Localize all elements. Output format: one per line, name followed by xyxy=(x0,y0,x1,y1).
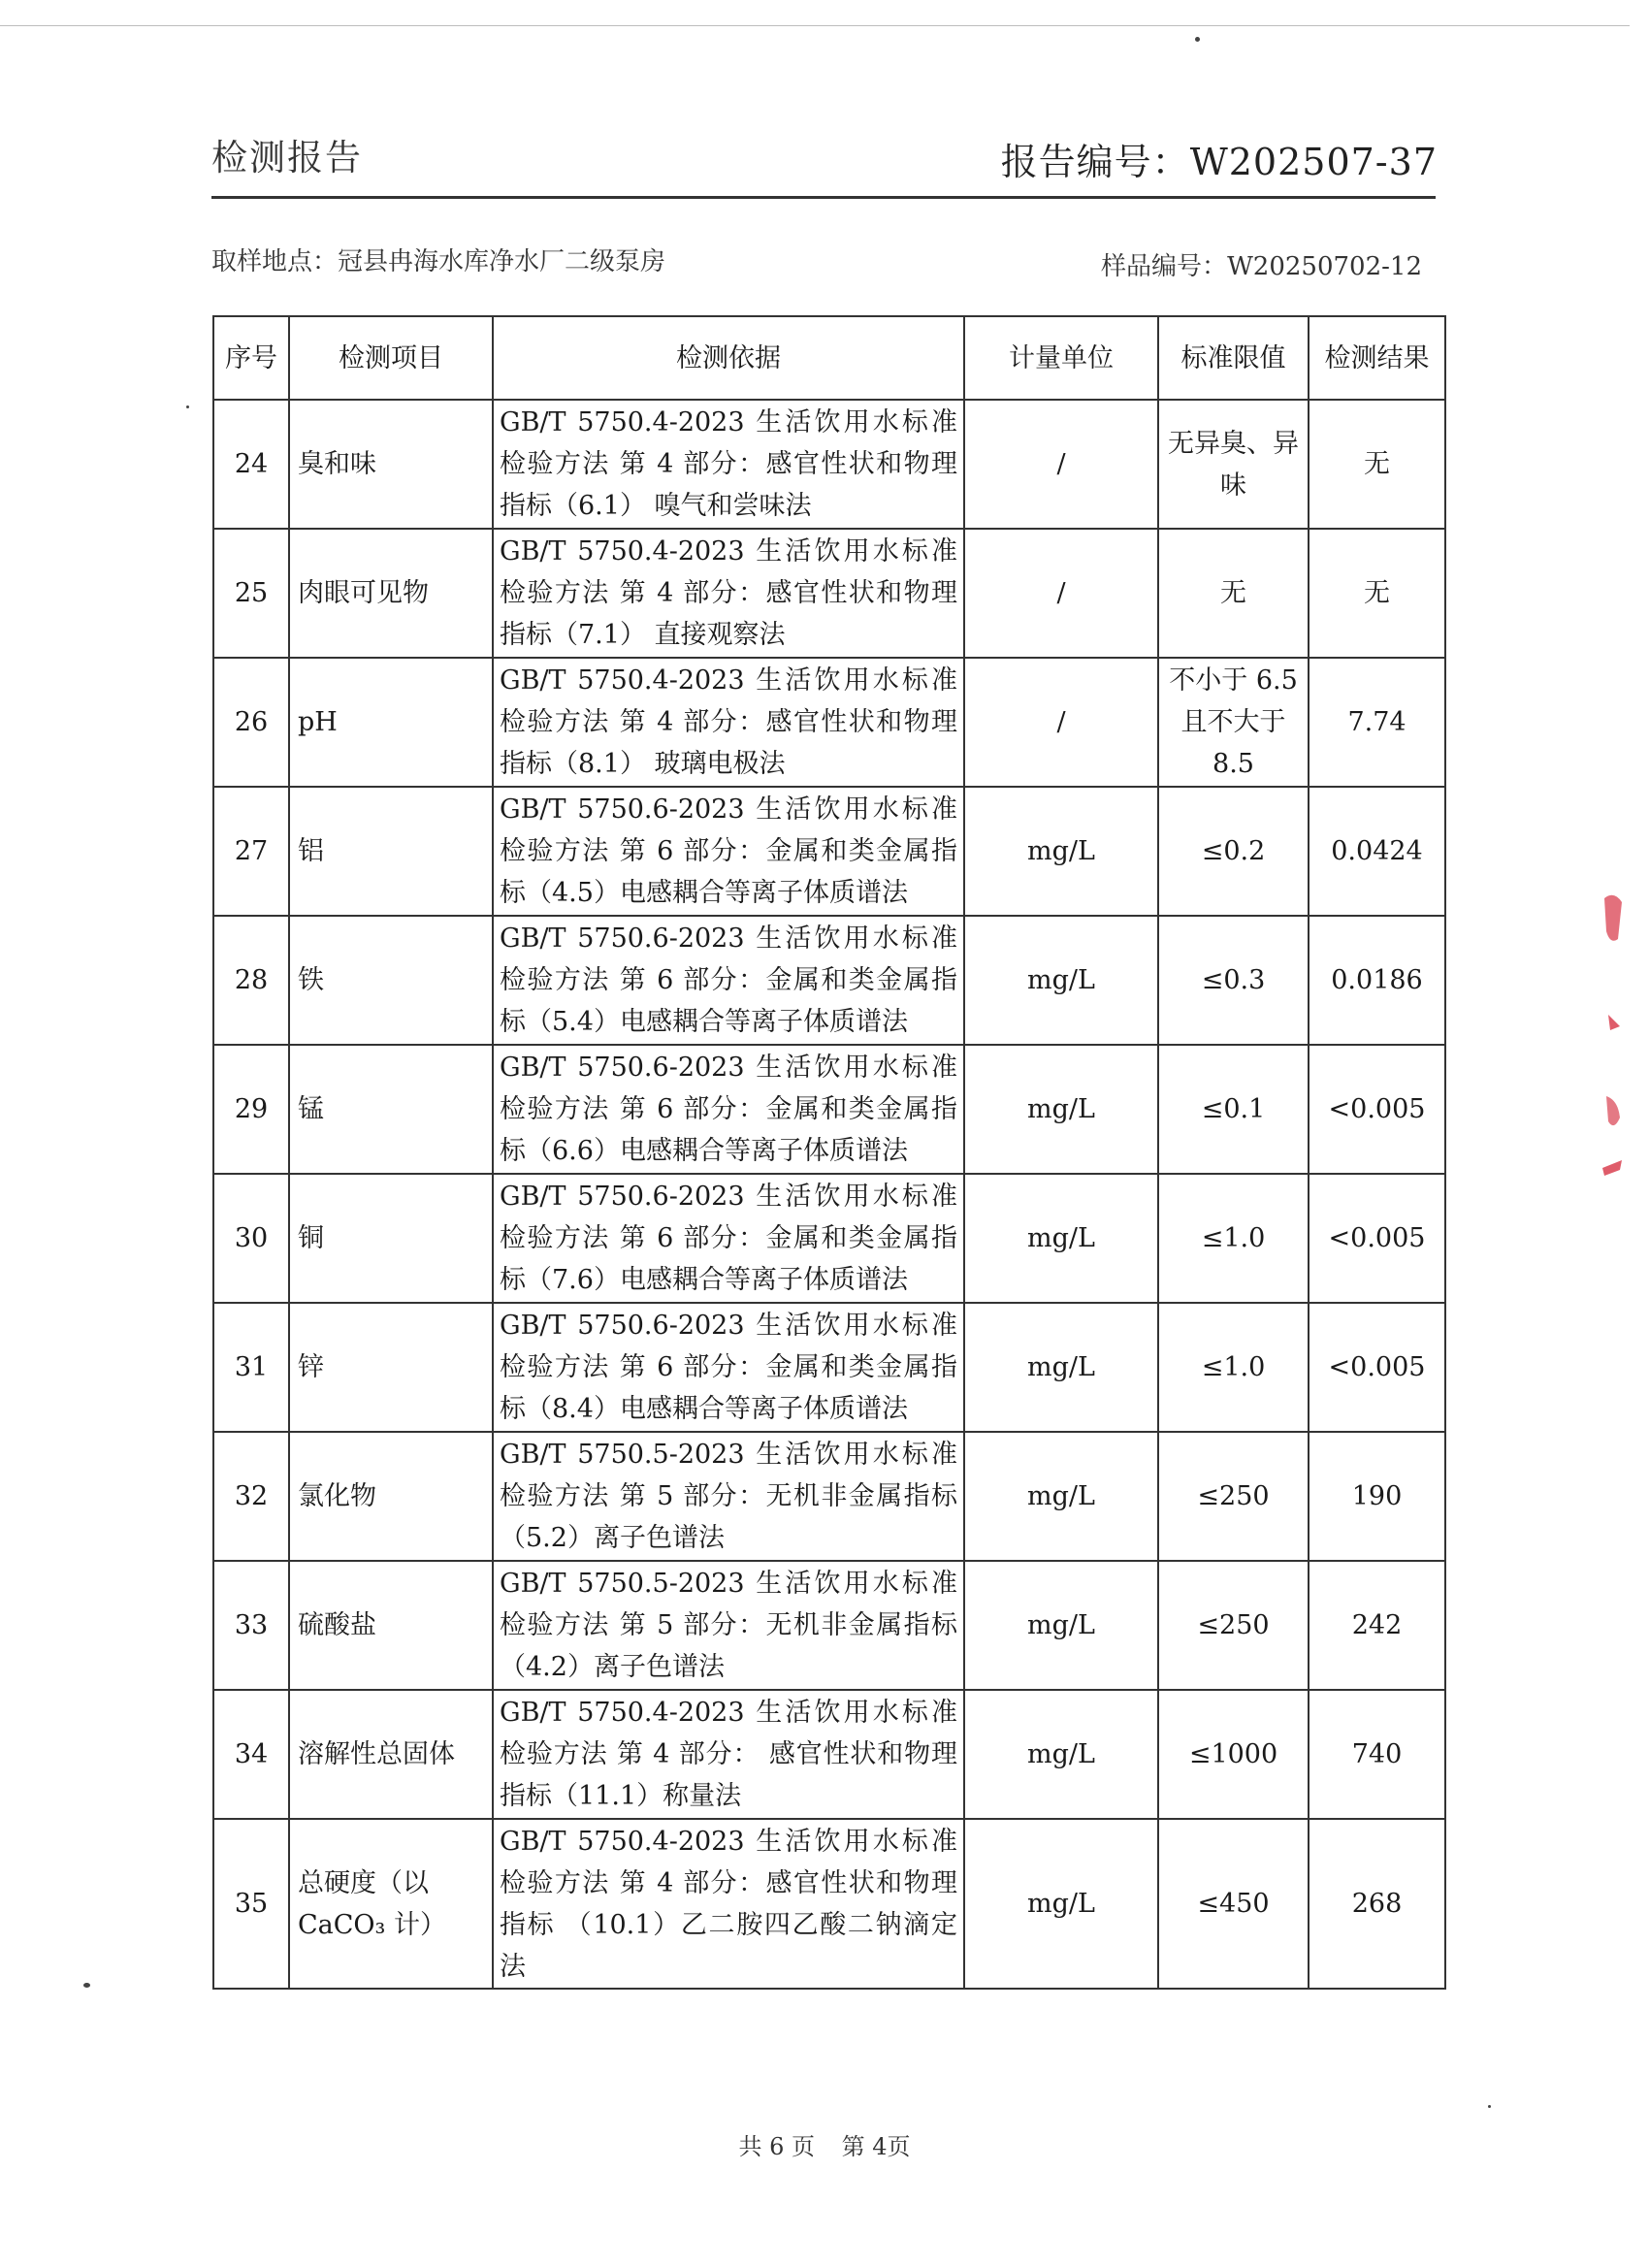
report-title: 检测报告 xyxy=(211,137,363,178)
cell-result: 无 xyxy=(1309,400,1445,529)
cell-basis: GB/T 5750.6-2023 生活饮用水标准检验方法 第 6 部分：金属和类金属指标（7.6）电感耦合等离子体质谱法 xyxy=(493,1174,964,1303)
results-table xyxy=(212,315,1446,1990)
cell-basis: GB/T 5750.4-2023 生活饮用水标准检验方法 第 4 部分：感官性状和物理指标 （10.1）乙二胺四乙酸二钠滴定法 xyxy=(493,1819,964,1989)
col-header-result: 检测结果 xyxy=(1309,316,1445,400)
cell-no: 25 xyxy=(213,529,289,658)
cell-limit: 无异臭、异味 xyxy=(1158,400,1309,529)
col-header-unit: 计量单位 xyxy=(964,316,1158,400)
page-footer xyxy=(0,2127,1649,2161)
cell-result: <0.005 xyxy=(1309,1045,1445,1174)
cell-no: 31 xyxy=(213,1303,289,1432)
cell-limit: ≤1.0 xyxy=(1158,1303,1309,1432)
col-header-basis: 检测依据 xyxy=(493,316,964,400)
cell-result: 无 xyxy=(1309,529,1445,658)
cell-unit: mg/L xyxy=(964,1561,1158,1690)
cell-limit: ≤1000 xyxy=(1158,1690,1309,1819)
cell-basis: GB/T 5750.4-2023 生活饮用水标准检验方法 第 4 部分：感官性状和物理指标（8.1） 玻璃电极法 xyxy=(493,658,964,787)
sampling-location xyxy=(211,242,665,277)
cell-no: 29 xyxy=(213,1045,289,1174)
cell-result: 7.74 xyxy=(1309,658,1445,787)
header-rule xyxy=(211,196,1436,199)
cell-no: 32 xyxy=(213,1432,289,1561)
scan-speck xyxy=(1488,2105,1491,2108)
scan-speck xyxy=(83,1983,90,1988)
cell-result: 268 xyxy=(1309,1819,1445,1989)
cell-unit: mg/L xyxy=(964,1045,1158,1174)
cell-basis: GB/T 5750.5-2023 生活饮用水标准检验方法 第 5 部分：无机非金属指标（5.2）离子色谱法 xyxy=(493,1432,964,1561)
sampling-location-value: 冠县冉海水库净水厂二级泵房 xyxy=(338,247,666,276)
table-row xyxy=(213,1561,1445,1690)
cell-limit: ≤0.2 xyxy=(1158,787,1309,916)
cell-item: pH xyxy=(289,658,493,787)
cell-basis: GB/T 5750.5-2023 生活饮用水标准检验方法 第 5 部分：无机非金属指标（4.2）离子色谱法 xyxy=(493,1561,964,1690)
total-pages: 共 6 页 xyxy=(738,2133,815,2160)
table-row xyxy=(213,1690,1445,1819)
cell-result: <0.005 xyxy=(1309,1174,1445,1303)
cell-unit: / xyxy=(964,529,1158,658)
cell-item: 硫酸盐 xyxy=(289,1561,493,1690)
cell-unit: mg/L xyxy=(964,916,1158,1045)
sample-number xyxy=(1101,246,1422,282)
cell-item: 铁 xyxy=(289,916,493,1045)
report-number-label: 报告编号： xyxy=(1000,141,1190,183)
seal-stamp-fragment xyxy=(1599,881,1628,1201)
table-row xyxy=(213,787,1445,916)
sampling-location-label: 取样地点： xyxy=(211,247,339,276)
table-row xyxy=(213,1045,1445,1174)
current-page: 第 4页 xyxy=(841,2133,911,2160)
cell-basis: GB/T 5750.4-2023 生活饮用水标准检验方法 第 4 部分： 感官性状和物理指标（11.1）称量法 xyxy=(493,1690,964,1819)
cell-result: <0.005 xyxy=(1309,1303,1445,1432)
table-row xyxy=(213,400,1445,529)
cell-limit: 无 xyxy=(1158,529,1309,658)
scan-speck xyxy=(186,405,189,408)
stamp-mark-middle xyxy=(1608,1015,1620,1030)
cell-result: 242 xyxy=(1309,1561,1445,1690)
col-header-item: 检测项目 xyxy=(289,316,493,400)
cell-unit: / xyxy=(964,400,1158,529)
cell-limit: 不小于 6.5 且不大于 8.5 xyxy=(1158,658,1309,787)
table-row xyxy=(213,1303,1445,1432)
table-row xyxy=(213,1174,1445,1303)
cell-basis: GB/T 5750.6-2023 生活饮用水标准检验方法 第 6 部分：金属和类金属指标（6.6）电感耦合等离子体质谱法 xyxy=(493,1045,964,1174)
col-header-limit: 标准限值 xyxy=(1158,316,1309,400)
cell-unit: / xyxy=(964,658,1158,787)
cell-result: 0.0424 xyxy=(1309,787,1445,916)
stamp-mark-bottom xyxy=(1602,1160,1622,1176)
cell-basis: GB/T 5750.4-2023 生活饮用水标准检验方法 第 4 部分：感官性状和物理指标（7.1） 直接观察法 xyxy=(493,529,964,658)
cell-no: 30 xyxy=(213,1174,289,1303)
cell-unit: mg/L xyxy=(964,1303,1158,1432)
cell-no: 26 xyxy=(213,658,289,787)
cell-no: 24 xyxy=(213,400,289,529)
cell-unit: mg/L xyxy=(964,1174,1158,1303)
cell-limit: ≤1.0 xyxy=(1158,1174,1309,1303)
cell-no: 27 xyxy=(213,787,289,916)
cell-item: 锰 xyxy=(289,1045,493,1174)
cell-result: 190 xyxy=(1309,1432,1445,1561)
cell-unit: mg/L xyxy=(964,1690,1158,1819)
cell-result: 740 xyxy=(1309,1690,1445,1819)
cell-basis: GB/T 5750.6-2023 生活饮用水标准检验方法 第 6 部分：金属和类金属指标（8.4）电感耦合等离子体质谱法 xyxy=(493,1303,964,1432)
table-row xyxy=(213,529,1445,658)
report-number-value: W202507-37 xyxy=(1189,141,1438,183)
cell-basis: GB/T 5750.4-2023 生活饮用水标准检验方法 第 4 部分：感官性状和物理指标（6.1） 嗅气和尝味法 xyxy=(493,400,964,529)
table-row xyxy=(213,1819,1445,1989)
cell-limit: ≤250 xyxy=(1158,1561,1309,1690)
stamp-mark-lower xyxy=(1606,1096,1620,1125)
cell-no: 34 xyxy=(213,1690,289,1819)
cell-item: 氯化物 xyxy=(289,1432,493,1561)
cell-no: 33 xyxy=(213,1561,289,1690)
cell-unit: mg/L xyxy=(964,787,1158,916)
cell-item: 总硬度（以 CaCO₃ 计） xyxy=(289,1819,493,1989)
cell-result: 0.0186 xyxy=(1309,916,1445,1045)
cell-basis: GB/T 5750.6-2023 生活饮用水标准检验方法 第 6 部分：金属和类金属指标（4.5）电感耦合等离子体质谱法 xyxy=(493,787,964,916)
cell-basis: GB/T 5750.6-2023 生活饮用水标准检验方法 第 6 部分：金属和类金属指标（5.4）电感耦合等离子体质谱法 xyxy=(493,916,964,1045)
cell-limit: ≤450 xyxy=(1158,1819,1309,1989)
cell-item: 锌 xyxy=(289,1303,493,1432)
cell-unit: mg/L xyxy=(964,1819,1158,1989)
cell-item: 臭和味 xyxy=(289,400,493,529)
cell-item: 肉眼可见物 xyxy=(289,529,493,658)
cell-limit: ≤250 xyxy=(1158,1432,1309,1561)
cell-no: 28 xyxy=(213,916,289,1045)
table-row xyxy=(213,658,1445,787)
col-header-no: 序号 xyxy=(213,316,289,400)
table-row xyxy=(213,916,1445,1045)
report-number xyxy=(1001,132,1438,185)
cell-item: 溶解性总固体 xyxy=(289,1690,493,1819)
cell-item: 铝 xyxy=(289,787,493,916)
sample-number-label: 样品编号： xyxy=(1101,252,1228,281)
scan-speck xyxy=(1195,37,1200,42)
table-row xyxy=(213,1432,1445,1561)
table-header-row xyxy=(213,316,1445,400)
cell-no: 35 xyxy=(213,1819,289,1989)
cell-unit: mg/L xyxy=(964,1432,1158,1561)
cell-limit: ≤0.1 xyxy=(1158,1045,1309,1174)
cell-limit: ≤0.3 xyxy=(1158,916,1309,1045)
stamp-mark-top xyxy=(1604,895,1622,941)
scan-edge-line xyxy=(0,25,1630,26)
cell-item: 铜 xyxy=(289,1174,493,1303)
sample-number-value: W20250702-12 xyxy=(1227,252,1422,281)
